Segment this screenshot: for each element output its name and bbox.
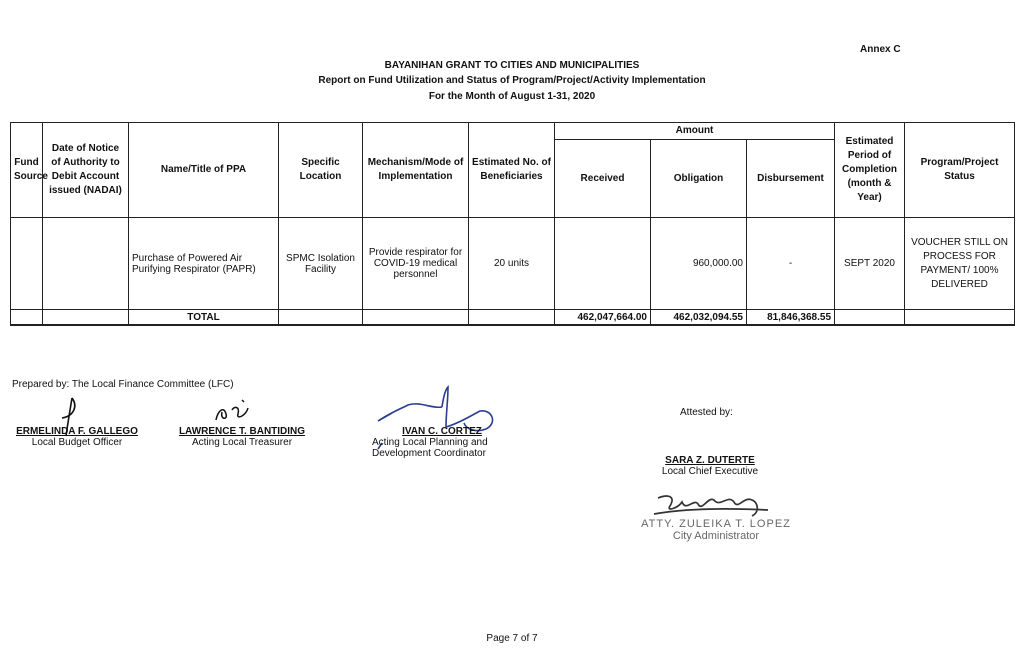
treasurer-name: LAWRENCE T. BANTIDING bbox=[178, 426, 306, 437]
prepared-by: Prepared by: The Local Finance Committee (LFC) bbox=[12, 379, 234, 390]
cell-nadai bbox=[43, 218, 129, 310]
total-disbursement: 81,846,368.55 bbox=[747, 310, 835, 326]
col-location: Specific Location bbox=[279, 123, 363, 218]
signature-bantiding bbox=[210, 396, 260, 426]
report-subtitle: Report on Fund Utilization and Status of Program/Project/Activity Implementation bbox=[318, 75, 706, 86]
report-period: For the Month of August 1-31, 2020 bbox=[428, 91, 596, 102]
chief-executive-name: SARA Z. DUTERTE bbox=[665, 455, 755, 466]
admin-title: City Administrator bbox=[672, 530, 760, 542]
total-row bbox=[11, 310, 1015, 326]
budget-officer-name: ERMELINDA F. GALLEGO bbox=[16, 426, 138, 437]
cell-location: SPMC Isolation Facility bbox=[279, 218, 363, 310]
total-received: 462,047,664.00 bbox=[555, 310, 651, 326]
cell-received bbox=[555, 218, 651, 310]
signatory-planning bbox=[372, 426, 512, 459]
col-fund-source: Fund Source bbox=[11, 123, 43, 218]
cell-completion: SEPT 2020 bbox=[835, 218, 905, 310]
planning-title: Acting Local Planning and Development Coordinator bbox=[372, 437, 488, 459]
planning-name: IVAN C. CORTEZ bbox=[402, 426, 482, 437]
cell-obligation: 960,000.00 bbox=[651, 218, 747, 310]
col-amount: Amount bbox=[555, 123, 835, 140]
cell-disbursement: - bbox=[747, 218, 835, 310]
col-ppa: Name/Title of PPA bbox=[129, 123, 279, 218]
signatory-chief-executive bbox=[640, 455, 780, 477]
cell-status: VOUCHER STILL ON PROCESS FOR PAYMENT/ 100% DELIVERED bbox=[905, 218, 1015, 310]
col-mechanism: Mechanism/Mode of Implementation bbox=[363, 123, 469, 218]
page-number: Page 7 of 7 bbox=[486, 633, 538, 644]
admin-name: ATTY. ZULEIKA T. LOPEZ bbox=[641, 518, 791, 530]
col-obligation: Obligation bbox=[651, 140, 747, 218]
signatory-treasurer bbox=[172, 426, 312, 448]
col-nadai: Date of Notice of Authority to Debit Account issued (NADAI) bbox=[43, 123, 129, 218]
col-beneficiaries: Estimated No. of Beneficiaries bbox=[469, 123, 555, 218]
budget-officer-title: Local Budget Officer bbox=[31, 437, 123, 448]
attested-by: Attested by: bbox=[680, 407, 733, 418]
report-title: BAYANIHAN GRANT TO CITIES AND MUNICIPALITIES bbox=[384, 60, 640, 71]
total-obligation: 462,032,094.55 bbox=[651, 310, 747, 326]
col-disbursement: Disbursement bbox=[747, 140, 835, 218]
fund-utilization-table bbox=[10, 122, 1015, 326]
cell-ppa: Purchase of Powered Air Purifying Respirator (PAPR) bbox=[129, 218, 279, 310]
cell-mechanism: Provide respirator for COVID-19 medical personnel bbox=[363, 218, 469, 310]
admin-stamp bbox=[636, 518, 796, 542]
col-completion: Estimated Period of Completion (month & Year) bbox=[835, 123, 905, 218]
total-label: TOTAL bbox=[129, 310, 279, 326]
cell-fund-source bbox=[11, 218, 43, 310]
chief-executive-title: Local Chief Executive bbox=[661, 466, 759, 477]
annex-label: Annex C bbox=[860, 44, 901, 55]
signatory-budget-officer bbox=[12, 426, 142, 448]
table-row bbox=[11, 218, 1015, 310]
col-received: Received bbox=[555, 140, 651, 218]
cell-beneficiaries: 20 units bbox=[469, 218, 555, 310]
col-status: Program/Project Status bbox=[905, 123, 1015, 218]
treasurer-title: Acting Local Treasurer bbox=[191, 437, 293, 448]
